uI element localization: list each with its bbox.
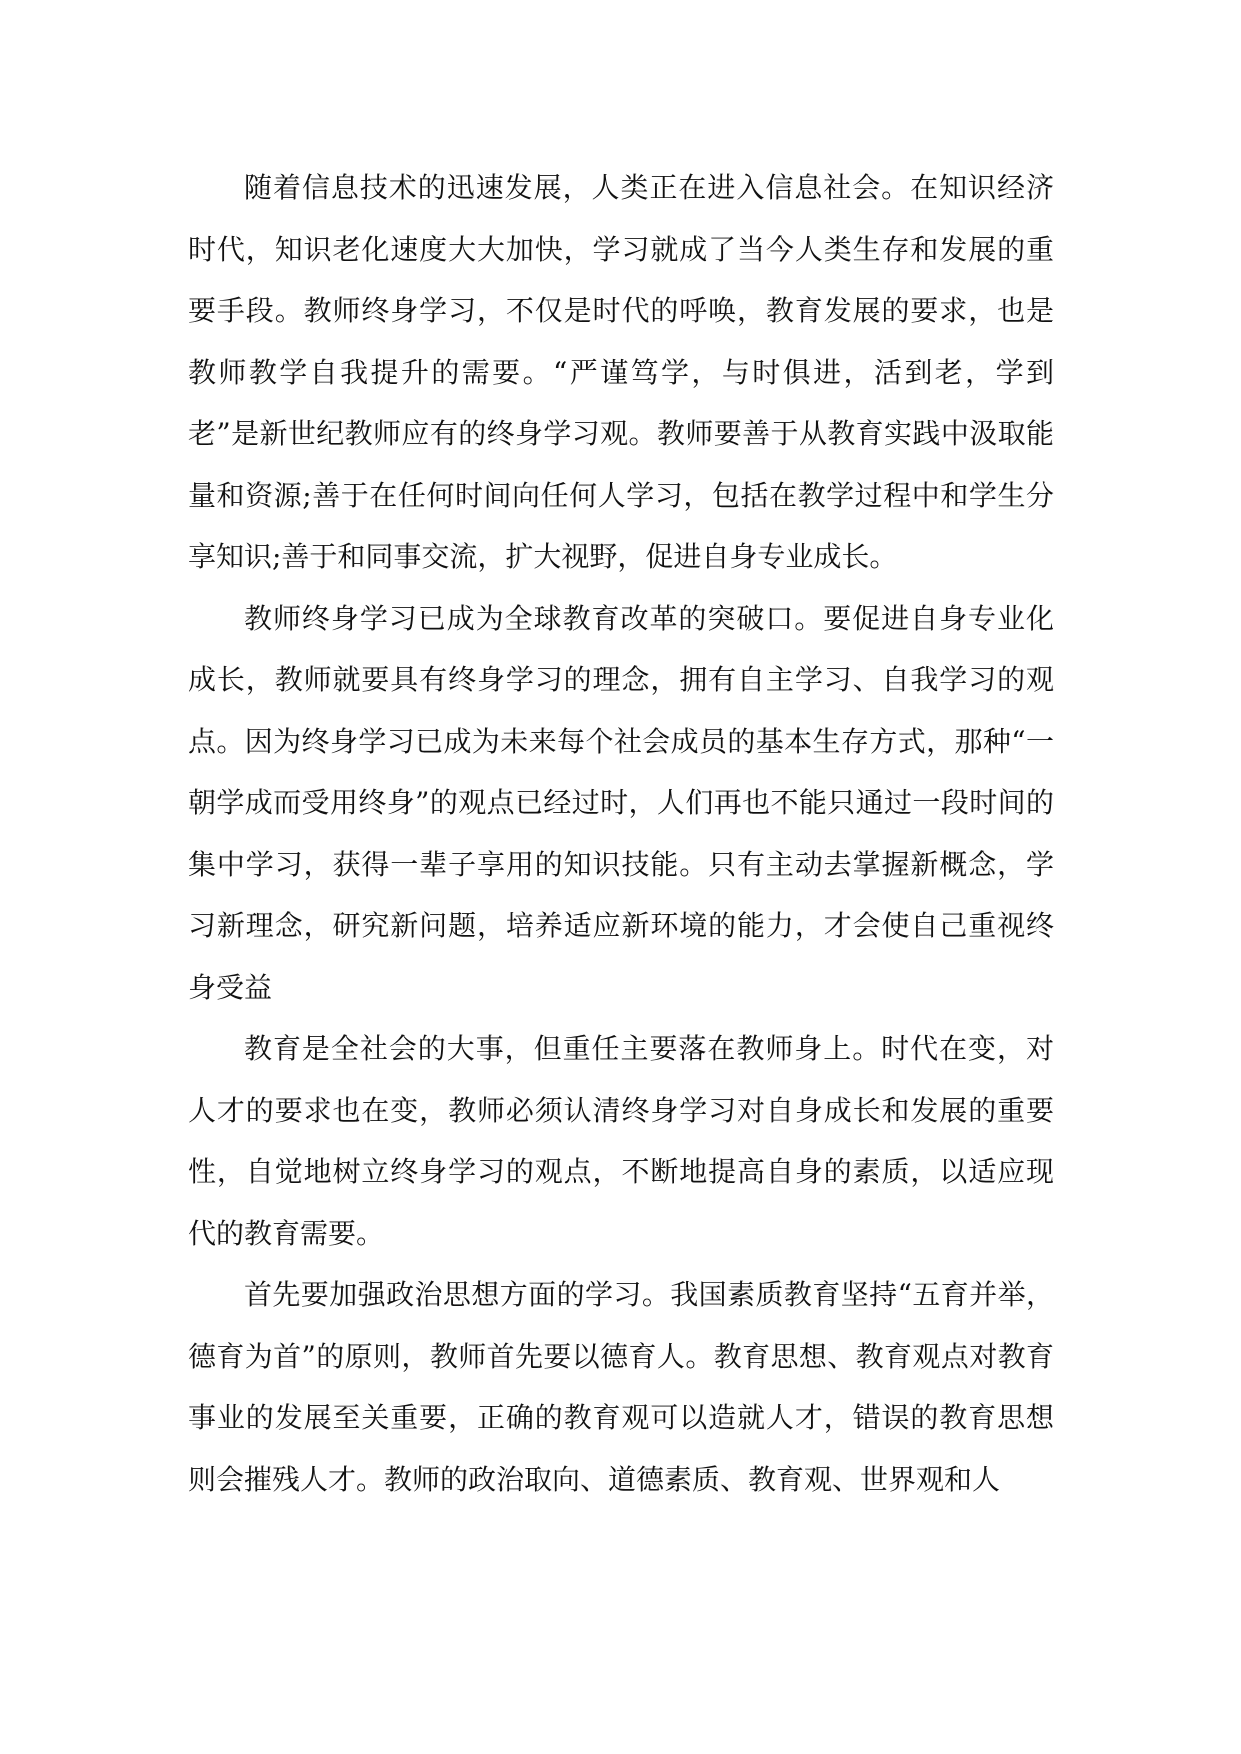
paragraph-4: 首先要加强政治思想方面的学习。我国素质教育坚持“五育并举，德育为首”的原则，教师首先要以德育人。教育思想、教育观点对教育事业的发展至关重要，正确的教育观可以造就人才，错误的教育思想则会摧残人才。教师的政治取向、道德素质、教育观、世界观和人 <box>188 1278 1054 1496</box>
paragraph-2: 教师终身学习已成为全球教育改革的突破口。要促进自身专业化成长，教师就要具有终身学习的理念，拥有自主学习、自我学习的观点。因为终身学习已成为未来每个社会成员的基本生存方式，那种“一朝学成而受用终身”的观点已经过时，人们再也不能只通过一段时间的集中学习，获得一辈子享用的知识技能。只有主动去掌握新概念，学习新理念，研究新问题，培养适应新环境的能力，才会使自己重视终身受益 <box>188 601 1054 1004</box>
paragraph-3: 教育是全社会的大事，但重任主要落在教师身上。时代在变，对人才的要求也在变，教师必须认清终身学习对自身成长和发展的重要性，自觉地树立终身学习的观点，不断地提高自身的素质，以适应现代的教育需要。 <box>188 1032 1054 1250</box>
paragraph-1: 随着信息技术的迅速发展，人类正在进入信息社会。在知识经济时代，知识老化速度大大加快，学习就成了当今人类生存和发展的重要手段。教师终身学习，不仅是时代的呼唤，教育发展的要求，也是教师教学自我提升的需要。“严谨笃学，与时俱进，活到老，学到老”是新世纪教师应有的终身学习观。教师要善于从教育实践中汲取能量和资源;善于在任何时间向任何人学习，包括在教学过程中和学生分享知识;善于和同事交流，扩大视野，促进自身专业成长。 <box>188 171 1054 573</box>
document-page <box>188 157 1054 1510</box>
